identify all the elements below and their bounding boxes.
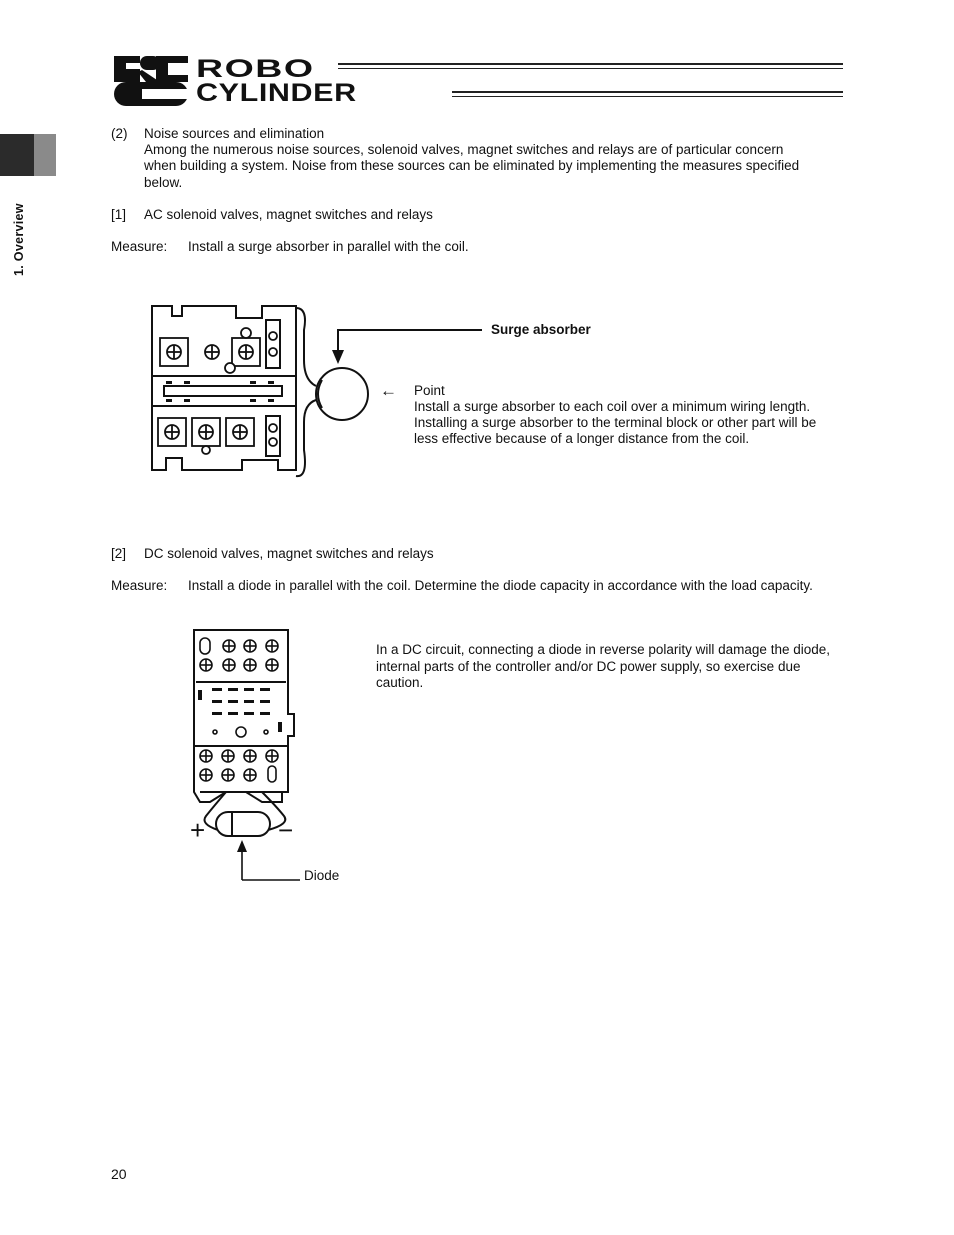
section-body-line-3: below. (144, 175, 183, 190)
diode-plus-sign: + (190, 815, 206, 845)
header-rule-top-1 (338, 63, 843, 65)
diode-label: Diode (304, 868, 340, 883)
chapter-label (12, 188, 32, 278)
point-line-3: less effective because of a longer distance from the coil. (414, 431, 750, 446)
dc-note-line-3: caution. (376, 675, 424, 690)
point-arrow: ← (380, 381, 397, 400)
item1-measure-text: Install a surge absorber in parallel with the coil. (188, 239, 469, 254)
dc-note-line-2: internal parts of the controller and/or DC power supply, so exercise due (376, 659, 801, 674)
surge-absorber-callout-line (338, 330, 482, 354)
point-line-2: Installing a surge absorber to the terminal block or other part will be (414, 415, 817, 430)
diode-minus-sign: − (278, 815, 294, 845)
section-number: (2) (111, 126, 128, 141)
section-body-line-1: Among the numerous noise sources, solenoid valves, magnet switches and relays are of particular concern (144, 142, 784, 157)
surge-absorber-symbol (316, 368, 368, 420)
item2-measure-label: Measure: (111, 578, 168, 593)
bottom-terminal-screws (158, 418, 277, 454)
chapter-tab-grey (34, 134, 56, 176)
dc-bottom-screws (200, 750, 278, 782)
page-number: 20 (111, 1166, 127, 1182)
item1-measure-label: Measure: (111, 239, 168, 254)
diode-symbol (216, 812, 270, 836)
section-title: Noise sources and elimination (144, 126, 325, 141)
chapter-tab-dark (0, 134, 34, 176)
point-line-1: Install a surge absorber to each coil over a minimum wiring length. (414, 399, 811, 414)
top-terminal-screws (160, 328, 277, 373)
surge-absorber-label: Surge absorber (491, 322, 591, 337)
item2-title: DC solenoid valves, magnet switches and relays (144, 546, 434, 561)
header-rule-top-2 (338, 68, 843, 69)
point-title: Point (414, 383, 445, 398)
item2-number: [2] (111, 546, 127, 561)
header-rule-bottom-2 (452, 96, 843, 97)
item1-title: AC solenoid valves, magnet switches and relays (144, 207, 433, 222)
chapter-label-text: 1. Overview (12, 203, 26, 276)
header-rule-bottom-1 (452, 91, 843, 93)
logo-text-cylinder: CYLINDER (196, 79, 357, 107)
logo-text-robo: ROBO (196, 55, 315, 83)
item2-measure-text: Install a diode in parallel with the coil. Determine the diode capacity in accordance with the load capacity. (188, 578, 813, 593)
section-body-line-2: when building a system. Noise from these sources can be eliminated by implementing the measures specified (144, 158, 800, 173)
dc-top-screws (200, 638, 278, 671)
item1-number: [1] (111, 207, 127, 222)
dc-note-line-1: In a DC circuit, connecting a diode in reverse polarity will damage the diode, (376, 642, 830, 657)
dc-relay-diagram (186, 624, 306, 894)
